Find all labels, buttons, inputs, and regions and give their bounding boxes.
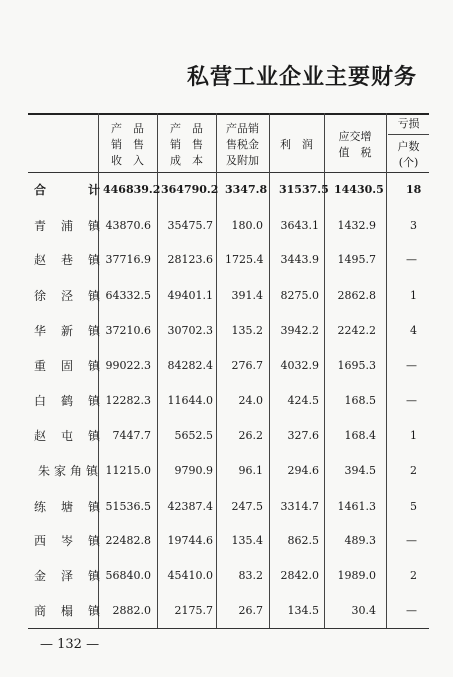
cell-sales-tax: 391.4 [231, 289, 263, 302]
page-number: — 132 — [40, 637, 100, 652]
header-profit: 利 润 [280, 138, 313, 151]
cell-vat: 489.3 [344, 534, 376, 547]
row-label: 合计 [34, 183, 100, 197]
cell-sales-tax: 83.2 [238, 569, 263, 582]
cell-sales-tax: 180.0 [231, 219, 263, 232]
cell-sales-cost: 11644.0 [167, 394, 213, 407]
cell-loss-count: 18 [406, 183, 422, 196]
cell-sales-tax: 247.5 [231, 500, 263, 513]
header-sales-tax: 产品销 售税金 及附加 [226, 122, 259, 167]
cell-sales-revenue: 11215.0 [105, 464, 151, 477]
cell-sales-revenue: 37210.6 [105, 324, 151, 337]
cell-profit: 3443.9 [280, 253, 319, 266]
cell-sales-cost: 30702.3 [167, 324, 213, 337]
cell-sales-cost: 49401.1 [167, 289, 213, 302]
row-label: 徐泾镇 [34, 289, 100, 303]
cell-loss-count: 2 [410, 464, 417, 477]
cell-sales-revenue: 51536.5 [105, 500, 151, 513]
cell-sales-revenue: 99022.3 [105, 359, 151, 372]
table-row [28, 497, 429, 517]
cell-sales-cost: 19744.6 [167, 534, 213, 547]
cell-profit: 3314.7 [280, 500, 319, 513]
cell-vat: 1989.0 [337, 569, 376, 582]
row-label: 西岑镇 [34, 534, 100, 548]
header-vat: 应交增 值 税 [338, 130, 372, 159]
cell-loss-count: 1 [410, 429, 417, 442]
cell-loss-count: — [406, 534, 417, 547]
cell-profit: 424.5 [287, 394, 319, 407]
cell-profit: 3942.2 [280, 324, 319, 337]
cell-profit: 3643.1 [280, 219, 319, 232]
row-label: 练塘镇 [34, 500, 100, 514]
cell-vat: 1432.9 [337, 219, 376, 232]
table-bottom-rule [28, 628, 429, 629]
page-title: 私营工业企业主要财务 [186, 64, 417, 90]
row-label: 华新镇 [34, 324, 100, 338]
cell-loss-count: 4 [410, 324, 417, 337]
cell-vat: 1495.7 [337, 253, 376, 266]
table-row [28, 250, 429, 270]
cell-vat: 168.4 [344, 429, 376, 442]
row-label: 朱家角镇 [38, 464, 98, 478]
cell-sales-cost: 35475.7 [167, 219, 213, 232]
cell-profit: 294.6 [287, 464, 319, 477]
cell-sales-tax: 26.7 [238, 604, 263, 617]
cell-vat: 2862.8 [337, 289, 376, 302]
cell-vat: 30.4 [351, 604, 376, 617]
cell-sales-cost: 2175.7 [174, 604, 213, 617]
cell-sales-cost: 364790.2 [161, 183, 219, 196]
cell-sales-revenue: 43870.6 [105, 219, 151, 232]
cell-sales-tax: 96.1 [238, 464, 263, 477]
cell-sales-revenue: 12282.3 [105, 394, 151, 407]
cell-profit: 31537.5 [279, 183, 329, 196]
cell-profit: 2842.0 [280, 569, 319, 582]
table-row [28, 461, 429, 481]
cell-profit: 134.5 [287, 604, 319, 617]
cell-sales-tax: 135.2 [231, 324, 263, 337]
cell-sales-cost: 5652.5 [174, 429, 213, 442]
row-label: 重固镇 [34, 359, 100, 373]
cell-sales-tax: 26.2 [238, 429, 263, 442]
cell-sales-cost: 28123.6 [167, 253, 213, 266]
table-row-total [28, 180, 429, 200]
cell-sales-cost: 42387.4 [167, 500, 213, 513]
row-label: 赵屯镇 [34, 429, 100, 443]
cell-vat: 168.5 [344, 394, 376, 407]
cell-vat: 1461.3 [337, 500, 376, 513]
cell-loss-count: 2 [410, 569, 417, 582]
cell-sales-revenue: 22482.8 [105, 534, 151, 547]
cell-loss-count: 3 [410, 219, 417, 232]
row-label: 商榻镇 [34, 604, 100, 618]
cell-sales-tax: 135.4 [231, 534, 263, 547]
cell-sales-cost: 9790.9 [174, 464, 213, 477]
cell-sales-revenue: 37716.9 [105, 253, 151, 266]
table-row [28, 321, 429, 341]
cell-loss-count: — [406, 604, 417, 617]
cell-loss-count: — [406, 253, 417, 266]
row-label: 赵巷镇 [34, 253, 100, 267]
row-label: 青浦镇 [34, 219, 100, 233]
cell-sales-cost: 84282.4 [167, 359, 213, 372]
cell-loss-count: 5 [410, 500, 417, 513]
cell-profit: 327.6 [287, 429, 319, 442]
cell-sales-revenue: 446839.2 [103, 183, 161, 196]
row-label: 白鹤镇 [34, 394, 100, 408]
header-loss-count: 亏损 户数 (个) [388, 116, 429, 162]
header-sales-cost: 产 品 销 售 成 本 [170, 122, 203, 167]
cell-sales-revenue: 2882.0 [112, 604, 151, 617]
cell-sales-tax: 1725.4 [225, 253, 264, 266]
cell-loss-count: — [406, 359, 417, 372]
cell-sales-tax: 3347.8 [225, 183, 268, 196]
table-row [28, 601, 429, 621]
cell-profit: 8275.0 [280, 289, 319, 302]
cell-sales-revenue: 7447.7 [112, 429, 151, 442]
cell-vat: 2242.2 [337, 324, 376, 337]
table-row [28, 216, 429, 236]
table-top-rule [28, 113, 429, 115]
cell-vat: 394.5 [344, 464, 376, 477]
cell-sales-tax: 24.0 [238, 394, 263, 407]
table-row [28, 566, 429, 586]
cell-loss-count: 1 [410, 289, 417, 302]
cell-profit: 862.5 [287, 534, 319, 547]
table-row [28, 391, 429, 411]
cell-sales-cost: 45410.0 [167, 569, 213, 582]
table-row [28, 286, 429, 306]
cell-vat: 14430.5 [334, 183, 384, 196]
table-row [28, 426, 429, 446]
cell-sales-revenue: 64332.5 [105, 289, 151, 302]
cell-sales-revenue: 56840.0 [105, 569, 151, 582]
table-row [28, 531, 429, 551]
cell-vat: 1695.3 [337, 359, 376, 372]
table-row [28, 356, 429, 376]
cell-loss-count: — [406, 394, 417, 407]
cell-profit: 4032.9 [280, 359, 319, 372]
header-sales-revenue: 产 品 销 售 收 入 [111, 122, 144, 167]
row-label: 金泽镇 [34, 569, 100, 583]
cell-sales-tax: 276.7 [231, 359, 263, 372]
